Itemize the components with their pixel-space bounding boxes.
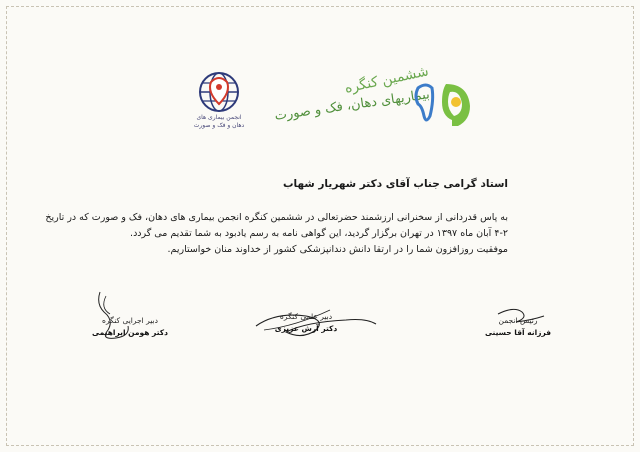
body-line-1: به پاس قدردانی از سخنرانی ارزشمند حضرتعالی در ششمین کنگره انجمن بیماری های دهان، فک و صورت که در تاریخ xyxy=(45,212,508,223)
globe-logo-icon xyxy=(197,70,241,114)
signature-block-president xyxy=(458,290,578,360)
body-line-2: ۴-۲ آبان ماه ۱۳۹۷ در تهران برگزار گردید، این گواهی نامه به رسم یادبود به شما تقدیم می گردد. xyxy=(130,228,508,239)
congress-logo-line1: ششمین کنگره xyxy=(343,63,431,97)
association-caption-1: انجمن بیماری های xyxy=(196,114,242,121)
association-caption-2: دهان و فک و صورت xyxy=(193,122,245,129)
congress-logo xyxy=(268,63,478,148)
congress-logo-line2: بیماریهای دهان، فک و صورت xyxy=(273,87,431,124)
recipient-salutation: استاد گرامی جناب آقای دکتر شهریار شهاب xyxy=(282,178,508,190)
signature-name-left: دکتر هومن ابراهیمی xyxy=(92,328,168,337)
signature-name-middle: دکتر آرش عزیزی xyxy=(274,324,338,333)
association-logo xyxy=(186,70,252,142)
signature-name-right: فرزانه آقا حسینی xyxy=(484,328,552,337)
signature-role-left: دبیر اجرایی کنگره xyxy=(102,316,158,325)
signature-role-right: رئیس انجمن xyxy=(498,316,538,325)
certificate-body xyxy=(45,210,508,258)
signature-role-middle: دبیر علمی کنگره xyxy=(279,312,333,321)
body-line-3: موفقیت روزافزون شما را در ارتقا دانش دندانپزشکی کشور از خداوند منان خواستاریم. xyxy=(167,244,508,255)
signature-block-executive-secretary xyxy=(70,290,190,360)
signature-block-scientific-secretary xyxy=(246,286,366,356)
tooth-face-icon xyxy=(412,80,476,132)
